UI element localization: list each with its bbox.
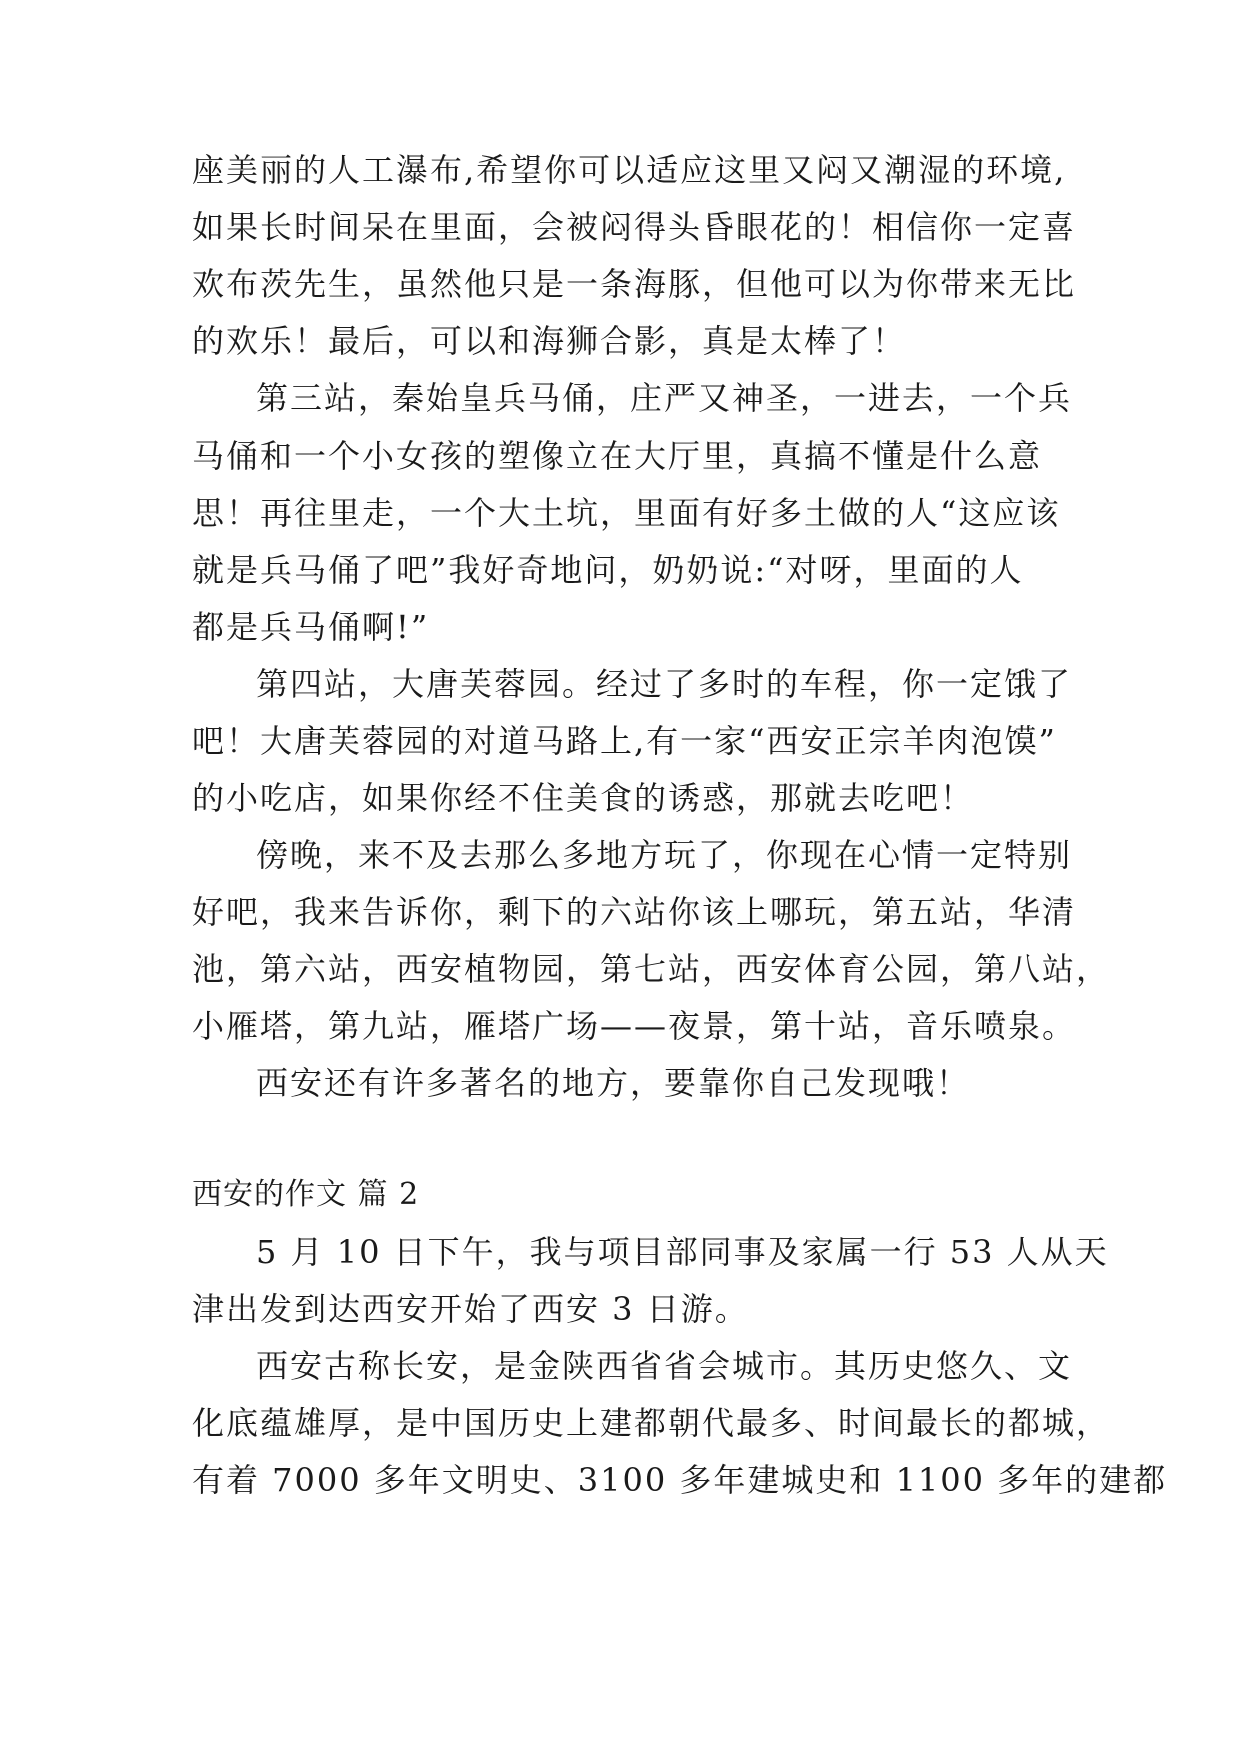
text-line: 小雁塔，第九站，雁塔广场——夜景，第十站，音乐喷泉。 — [192, 1007, 1077, 1045]
text-line: 津出发到达西安开始了西安 3 日游。 — [192, 1290, 749, 1328]
text-line: 有着 7000 多年文明史、3100 多年建城史和 1100 多年的建都 — [192, 1461, 1168, 1499]
text-line: 的欢乐！最后，可以和海狮合影，真是太棒了！ — [192, 322, 907, 360]
text-line: 的小吃店，如果你经不住美食的诱惑，那就去吃吧！ — [192, 779, 975, 817]
text-line: 西安古称长安，是金陕西省省会城市。其历史悠久、文 — [256, 1347, 1073, 1385]
text-line: 好吧，我来告诉你，剩下的六站你该上哪玩，第五站，华清 — [192, 893, 1077, 931]
text-line: 5 月 10 日下午，我与项目部同事及家属一行 53 人从天 — [256, 1233, 1109, 1271]
text-line: 西安还有许多著名的地方，要靠你自己发现哦！ — [256, 1064, 971, 1102]
text-line: 第四站，大唐芙蓉园。经过了多时的车程，你一定饿了 — [256, 665, 1073, 703]
text-line: 如果长时间呆在里面，会被闷得头昏眼花的！相信你一定喜 — [192, 208, 1077, 246]
text-line: 座美丽的人工瀑布,希望你可以适应这里又闷又潮湿的环境, — [192, 151, 1067, 189]
text-line: 傍晚，来不及去那么多地方玩了，你现在心情一定特别 — [256, 836, 1073, 874]
text-line: 思！再往里走，一个大土坑，里面有好多土做的人“这应该 — [192, 494, 1061, 532]
text-line: 池，第六站，西安植物园，第七站，西安体育公园，第八站， — [192, 950, 1111, 988]
text-line: 化底蕴雄厚，是中国历史上建都朝代最多、时间最长的都城， — [192, 1404, 1111, 1442]
text-line: 都是兵马俑啊!” — [192, 608, 430, 646]
text-line: 欢布茨先生，虽然他只是一条海豚，但他可以为你带来无比 — [192, 265, 1077, 303]
text-line: 第三站，秦始皇兵马俑，庄严又神圣，一进去，一个兵 — [256, 379, 1073, 417]
text-line: 就是兵马俑了吧”我好奇地问，奶奶说:“对呀，里面的人 — [192, 551, 1024, 589]
section-heading: 西安的作文 篇 2 — [192, 1177, 420, 1212]
text-line: 马俑和一个小女孩的塑像立在大厅里，真搞不懂是什么意 — [192, 437, 1043, 475]
text-line: 吧！大唐芙蓉园的对道马路上,有一家“西安正宗羊肉泡馍” — [192, 722, 1057, 760]
